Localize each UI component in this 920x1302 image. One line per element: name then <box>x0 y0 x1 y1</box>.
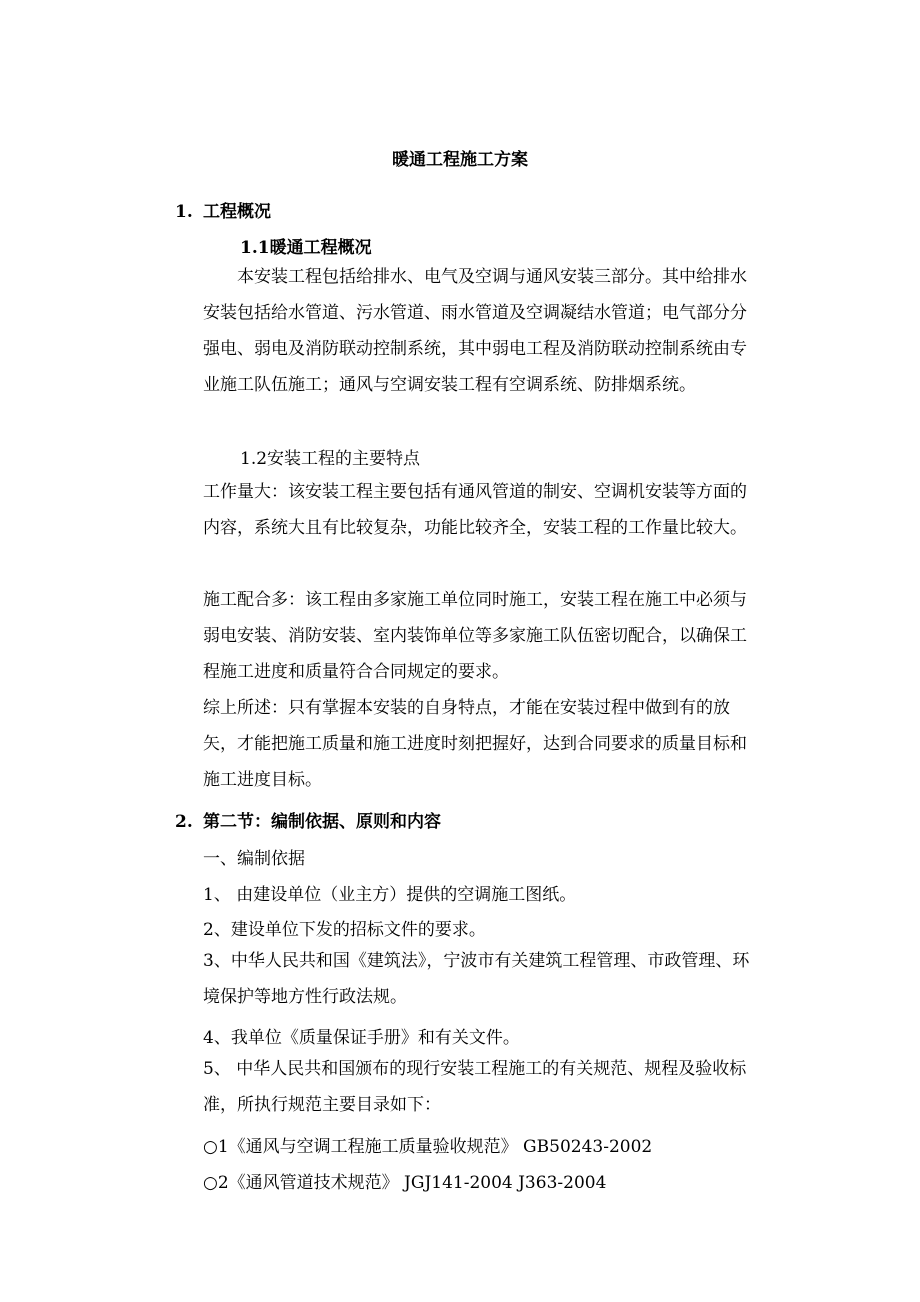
basis-item-1: 1、 由建设单位（业主方）提供的空调施工图纸。 <box>203 885 577 905</box>
section-2-heading <box>175 807 441 832</box>
document-title: 暖通工程施工方案 <box>392 150 528 170</box>
section-1-number: 1. <box>175 202 193 222</box>
section-2-number: 2. <box>175 812 193 832</box>
basis-item-4: 4、我单位《质量保证手册》和有关文件。 <box>203 1028 520 1048</box>
subsection-1-1-title: 1.1暖通工程概况 <box>240 238 372 258</box>
norm-item-1: ○1《通风与空调工程施工质量验收规范》 GB50243-2002 <box>203 1137 653 1157</box>
paragraph-workload: 工作量大：该安装工程主要包括有通风管道的制安、空调机安装等方面的内容，系统大且有比较复杂，功能比较齐全，安装工程的工作量比较大。 <box>203 482 747 538</box>
basis-item-2: 2、建设单位下发的招标文件的要求。 <box>203 920 486 940</box>
norm-item-2: ○2《通风管道技术规范》 JGJ141-2004 J363-2004 <box>203 1173 607 1193</box>
section-1-heading <box>175 197 271 222</box>
subsection-basis-title: 一、编制依据 <box>203 849 305 869</box>
subsection-1-1-paragraph: 本安装工程包括给排水、电气及空调与通风安装三部分。其中给排水安装包括给水管道、污水管道、雨水管道及空调凝结水管道；电气部分分强电、弱电及消防联动控制系统，其中弱电工程及消防联动控制系统由专业施工队伍施工；通风与空调安装工程有空调系统、防排烟系统。 <box>203 267 747 395</box>
basis-item-5: 5、 中华人民共和国颁布的现行安装工程施工的有关规范、规程及验收标准，所执行规范主要目录如下： <box>203 1059 747 1115</box>
paragraph-summary: 综上所述：只有掌握本安装的自身特点，才能在安装过程中做到有的放矢，才能把施工质量和施工进度时刻把握好，达到合同要求的质量目标和施工进度目标。 <box>203 698 747 790</box>
section-1-title: 工程概况 <box>203 202 271 222</box>
subsection-1-2-title: 1.2安装工程的主要特点 <box>240 449 421 469</box>
basis-item-3: 3、中华人民共和国《建筑法》，宁波市有关建筑工程管理、市政管理、环境保护等地方性行政法规。 <box>203 951 750 1007</box>
paragraph-coordination: 施工配合多：该工程由多家施工单位同时施工，安装工程在施工中必须与弱电安装、消防安装、室内装饰单位等多家施工队伍密切配合，以确保工程施工进度和质量符合合同规定的要求。 <box>203 590 747 682</box>
section-2-title: 第二节：编制依据、原则和内容 <box>203 812 441 832</box>
